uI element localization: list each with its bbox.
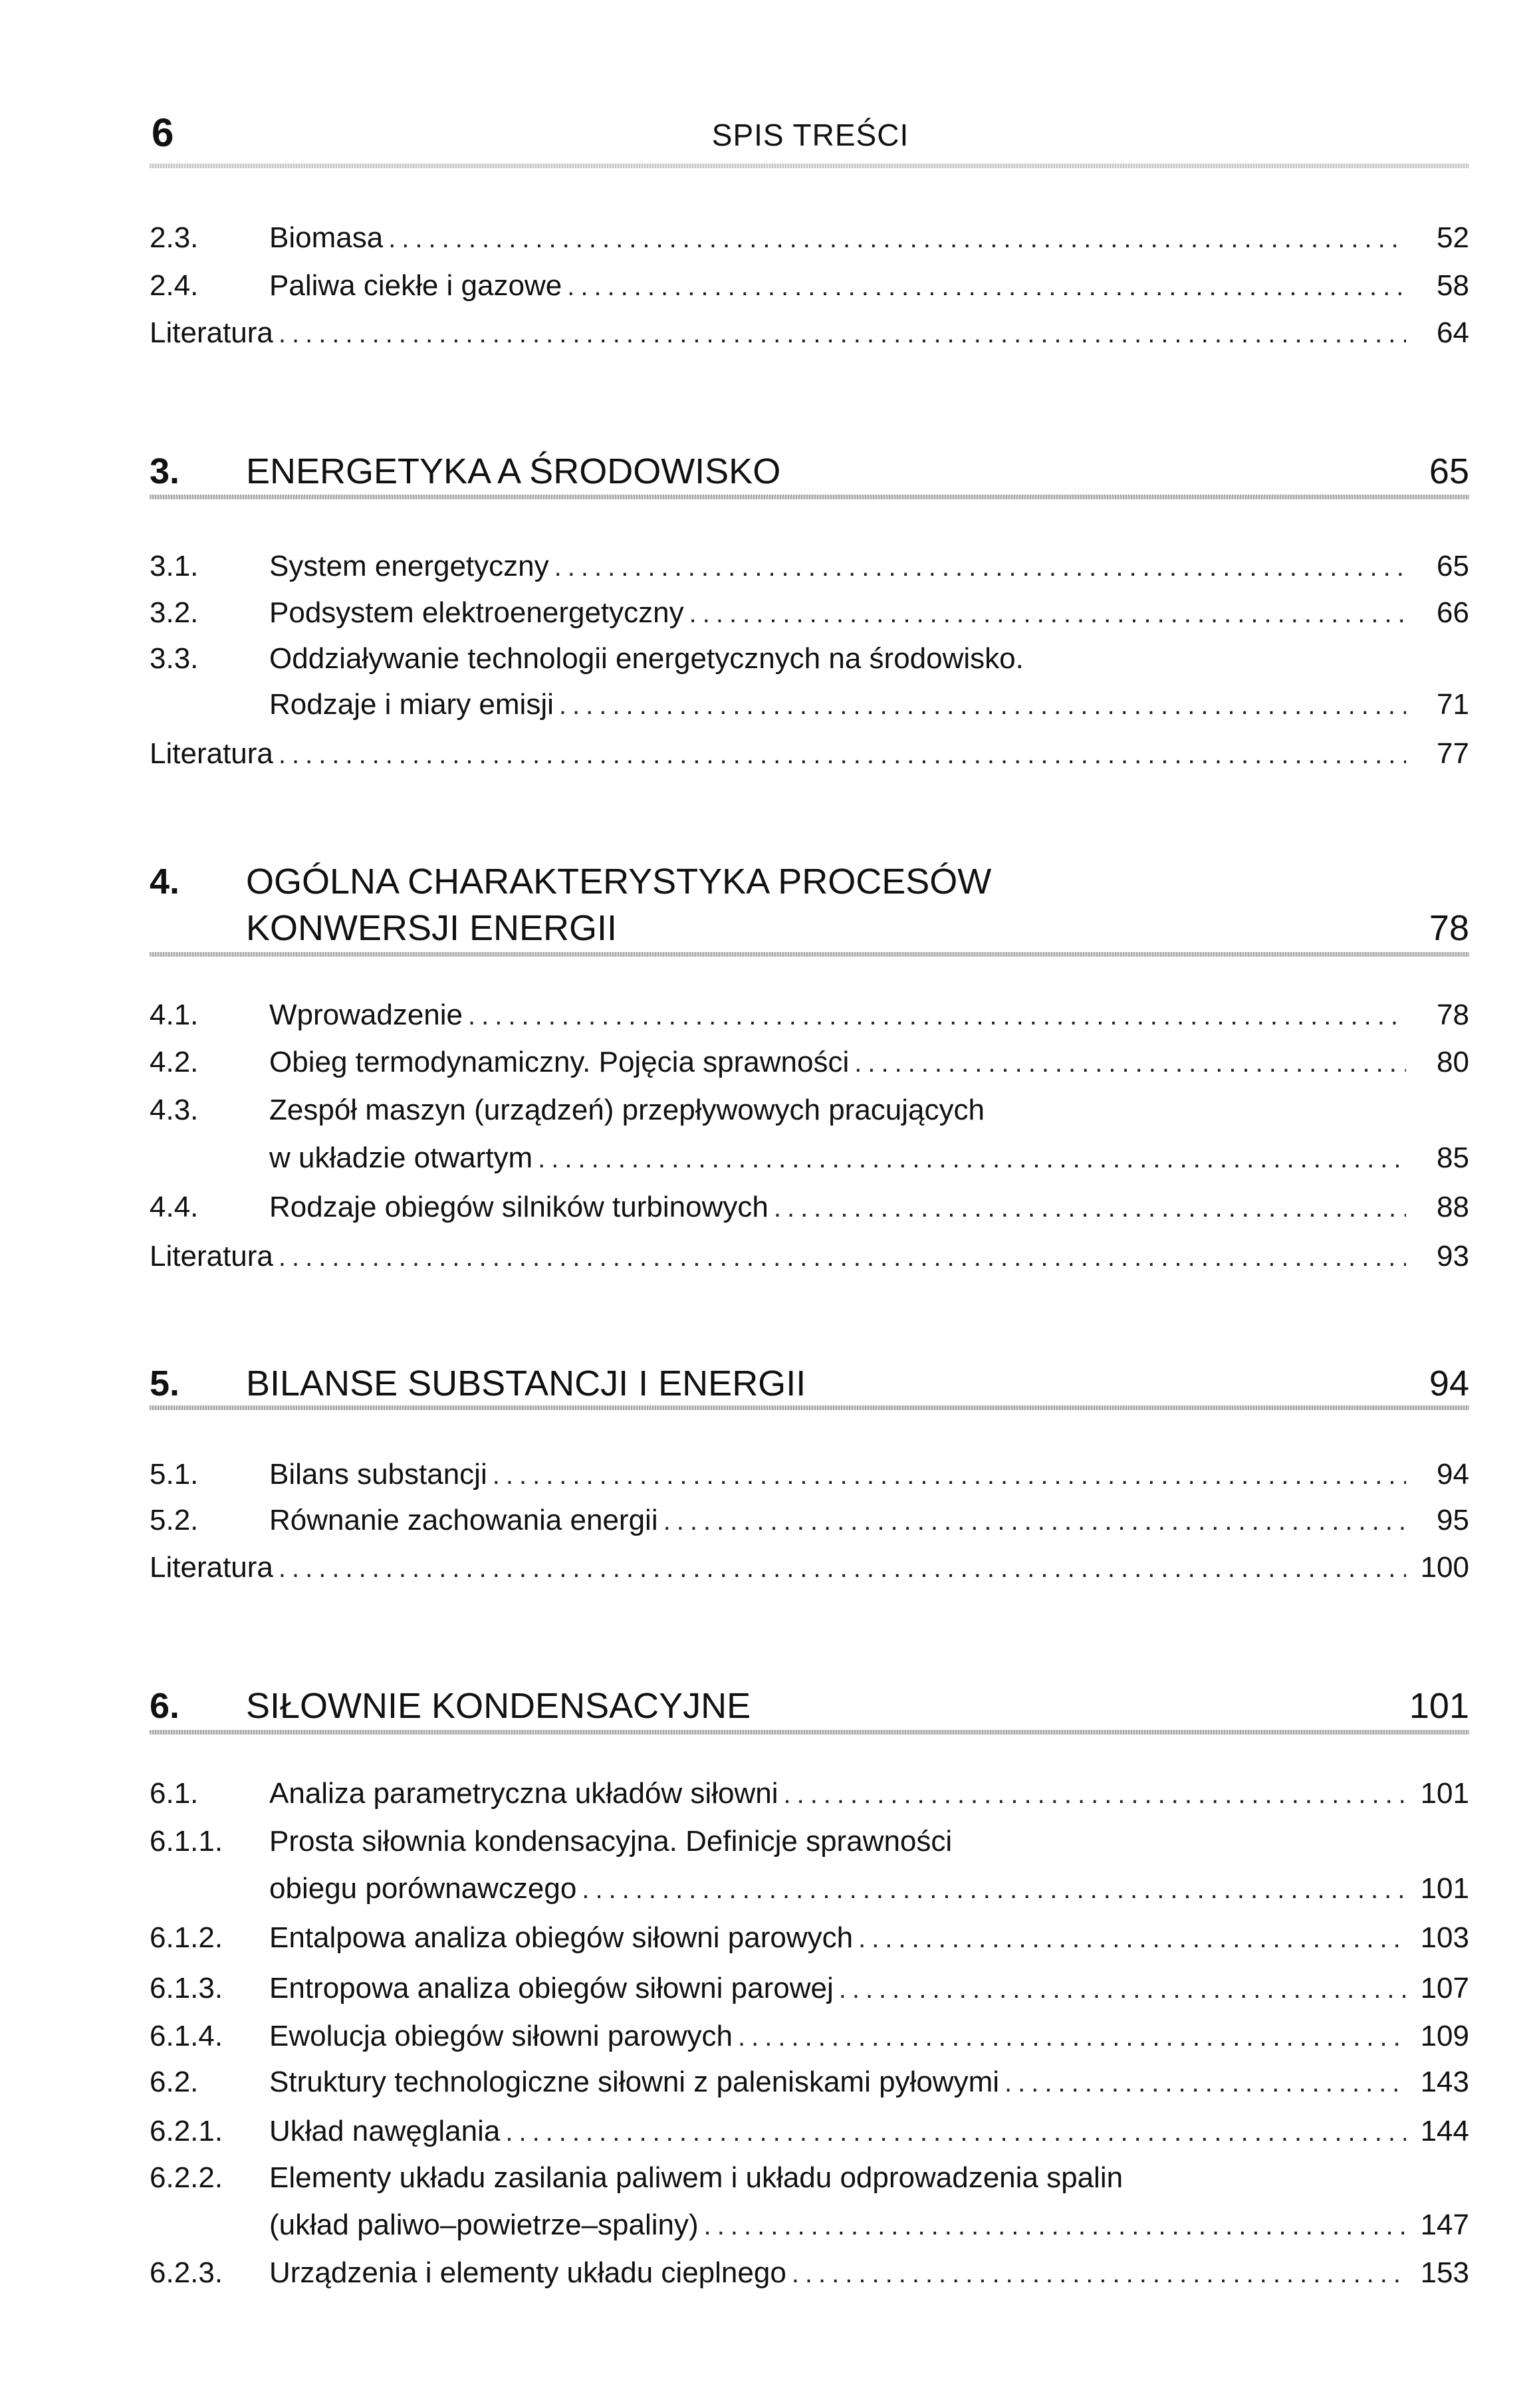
- entry-page: 78: [1437, 999, 1469, 1031]
- dot-leader: [582, 1869, 1406, 1909]
- entry-number: 6.1.2.: [150, 1921, 223, 1954]
- entry-title: Literatura: [150, 1237, 279, 1276]
- entry-number: 6.2.1.: [150, 2115, 223, 2147]
- dot-leader: [279, 735, 1406, 775]
- entry-page: 65: [1437, 550, 1469, 582]
- dot-leader: [567, 267, 1406, 306]
- entry-page: 88: [1437, 1191, 1469, 1223]
- entry-number: 5.1.: [150, 1458, 199, 1491]
- entry-number: 6.1.: [150, 1777, 199, 1810]
- chapter-rule: [150, 1730, 1469, 1735]
- dot-leader: [554, 547, 1406, 587]
- dot-leader: [505, 2112, 1406, 2152]
- entry-page: 80: [1437, 1046, 1469, 1078]
- entry-page: 153: [1420, 2256, 1469, 2289]
- page-header: [152, 110, 1469, 155]
- entry-page: 77: [1437, 737, 1469, 770]
- entry-page: 71: [1437, 688, 1469, 721]
- toc-entry[interactable]: [150, 1918, 1469, 1958]
- entry-page: 52: [1437, 221, 1469, 254]
- entry-number: 6.2.3.: [150, 2256, 223, 2289]
- toc-entry[interactable]: [150, 593, 1469, 633]
- chapter-rule: [150, 1405, 1469, 1410]
- entry-page: 100: [1420, 1551, 1469, 1584]
- running-title: SPIS TREŚCI: [711, 118, 909, 152]
- toc-entry-literatura[interactable]: [150, 1548, 1469, 1588]
- dot-leader: [774, 1188, 1406, 1228]
- chapter-heading[interactable]: [150, 1360, 1469, 1407]
- dot-leader: [538, 1139, 1406, 1179]
- dot-leader: [279, 1548, 1406, 1588]
- entry-number: 3.2.: [150, 596, 199, 629]
- dot-leader: [792, 2254, 1406, 2294]
- entry-title: Elementy układu zasilania paliwem i układu odprowadzenia spalin: [269, 2158, 1128, 2198]
- entry-page: 101: [1420, 1777, 1469, 1810]
- entry-number: 4.4.: [150, 1191, 199, 1223]
- chapter-number: 5.: [150, 1364, 180, 1403]
- toc-entry[interactable]: [150, 1822, 1469, 1862]
- dot-leader: [279, 1237, 1406, 1277]
- dot-leader: [858, 1919, 1406, 1959]
- toc-entry[interactable]: [150, 639, 1469, 679]
- toc-entry[interactable]: [150, 1969, 1469, 2008]
- chapter-page: 78: [1429, 908, 1469, 948]
- chapter-title: SIŁOWNIE KONDENSACYJNE: [246, 1686, 751, 1726]
- toc-entry-literatura[interactable]: [150, 1237, 1469, 1276]
- chapter-page: 94: [1429, 1364, 1469, 1403]
- toc-entry-continuation[interactable]: [150, 685, 1469, 725]
- entry-page: 147: [1420, 2209, 1469, 2241]
- entry-number: 4.3.: [150, 1094, 199, 1126]
- page-number: 6: [152, 110, 174, 155]
- entry-page: 85: [1437, 1142, 1469, 1174]
- entry-title: Oddziaływanie technologii energetycznych na środowisko.: [269, 639, 1029, 679]
- entry-title: Biomasa: [269, 218, 388, 258]
- chapter-title: OGÓLNA CHARAKTERYSTYKA PROCESÓW: [246, 862, 992, 902]
- entry-title: Rodzaje obiegów silników turbinowych: [269, 1187, 774, 1227]
- entry-number: 6.1.4.: [150, 2020, 223, 2052]
- entry-title: Zespół maszyn (urządzeń) przepływowych pracujących: [269, 1090, 990, 1130]
- toc-entry-continuation[interactable]: [150, 1869, 1469, 1909]
- entry-number: 6.1.1.: [150, 1825, 223, 1858]
- toc-entry[interactable]: [150, 2158, 1469, 2198]
- dot-leader: [1005, 2063, 1406, 2103]
- toc-entry[interactable]: [150, 2111, 1469, 2151]
- entry-title: Entalpowa analiza obiegów siłowni parowych: [269, 1918, 858, 1958]
- entry-title: Urządzenia i elementy układu cieplnego: [269, 2253, 792, 2293]
- toc-entry[interactable]: [150, 1042, 1469, 1082]
- entry-title: System energetyczny: [269, 546, 554, 586]
- toc-entry[interactable]: [150, 546, 1469, 586]
- entry-title: Układ nawęglania: [269, 2111, 505, 2151]
- chapter-number: 3.: [150, 451, 180, 491]
- toc-entry-continuation[interactable]: [150, 1138, 1469, 1178]
- entry-title: Podsystem elektroenergetyczny: [269, 593, 689, 633]
- entry-page: 94: [1437, 1458, 1469, 1491]
- entry-title: Bilans substancji: [269, 1455, 493, 1495]
- dot-leader: [738, 2017, 1406, 2057]
- entry-title: Obieg termodynamiczny. Pojęcia sprawności: [269, 1042, 854, 1082]
- entry-page: 64: [1437, 316, 1469, 349]
- dot-leader: [559, 685, 1406, 725]
- entry-number: 2.4.: [150, 269, 199, 302]
- entry-number: 6.2.: [150, 2066, 199, 2098]
- entry-title-continuation: (układ paliwo–powietrze–spaliny): [269, 2205, 704, 2245]
- entry-title: Literatura: [150, 734, 279, 774]
- toc-entry[interactable]: [150, 995, 1469, 1035]
- entry-number: 3.1.: [150, 550, 199, 582]
- entry-number: 6.1.3.: [150, 1972, 223, 2004]
- entry-number: 3.3.: [150, 642, 199, 675]
- chapter-rule: [150, 952, 1469, 957]
- entry-page: 103: [1420, 1921, 1469, 1954]
- entry-title: Analiza parametryczna układów siłowni: [269, 1774, 783, 1814]
- chapter-number: 4.: [150, 862, 180, 902]
- toc-entry[interactable]: [150, 2253, 1469, 2293]
- toc-entry[interactable]: [150, 1187, 1469, 1227]
- toc-entry-continuation[interactable]: [150, 2205, 1469, 2245]
- entry-title: Paliwa ciekłe i gazowe: [269, 266, 567, 306]
- toc-entry[interactable]: [150, 1090, 1469, 1130]
- entry-number: 6.2.2.: [150, 2161, 223, 2194]
- entry-title-continuation: w układzie otwartym: [269, 1138, 538, 1178]
- entry-page: 95: [1437, 1504, 1469, 1536]
- entry-page: 144: [1420, 2115, 1469, 2147]
- entry-title-continuation: obiegu porównawczego: [269, 1869, 582, 1909]
- toc-entry[interactable]: [150, 2062, 1469, 2102]
- chapter-heading[interactable]: [150, 1683, 1469, 1729]
- entry-page: 101: [1420, 1872, 1469, 1905]
- dot-leader: [663, 1501, 1406, 1541]
- entry-page: 58: [1437, 269, 1469, 302]
- entry-title: Entropowa analiza obiegów siłowni parowej: [269, 1969, 839, 2008]
- dot-leader: [839, 1969, 1406, 2009]
- entry-title: Literatura: [150, 1548, 279, 1588]
- entry-number: 5.2.: [150, 1504, 199, 1536]
- chapter-title-line2: KONWERSJI ENERGII: [246, 908, 618, 948]
- entry-title: Literatura: [150, 313, 279, 353]
- chapter-page: 101: [1409, 1686, 1469, 1726]
- chapter-title: BILANSE SUBSTANCJI I ENERGII: [246, 1364, 806, 1403]
- dot-leader: [388, 219, 1406, 259]
- dot-leader: [468, 996, 1406, 1036]
- entry-title-continuation: Rodzaje i miary emisji: [269, 685, 559, 725]
- entry-number: 2.3.: [150, 221, 199, 254]
- entry-title: Struktury technologiczne siłowni z paleniskami pyłowymi: [269, 2062, 1005, 2102]
- dot-leader: [689, 594, 1406, 634]
- dot-leader: [704, 2206, 1406, 2246]
- chapter-rule: [150, 495, 1469, 499]
- chapter-page: 65: [1429, 451, 1469, 491]
- chapter-heading[interactable]: [150, 858, 1469, 951]
- entry-page: 93: [1437, 1240, 1469, 1272]
- entry-number: 4.2.: [150, 1046, 199, 1078]
- toc-entry-literatura[interactable]: [150, 734, 1469, 774]
- entry-title: Prosta siłownia kondensacyjna. Definicje sprawności: [269, 1822, 957, 1862]
- chapter-number: 6.: [150, 1686, 180, 1726]
- toc-entry-literatura[interactable]: [150, 313, 1469, 353]
- entry-title: Ewolucja obiegów siłowni parowych: [269, 2016, 738, 2056]
- entry-page: 109: [1420, 2020, 1469, 2052]
- dot-leader: [493, 1455, 1406, 1495]
- entry-page: 143: [1420, 2066, 1469, 2098]
- dot-leader: [279, 314, 1406, 354]
- entry-title: Wprowadzenie: [269, 995, 468, 1035]
- dot-leader: [854, 1043, 1406, 1083]
- entry-page: 66: [1437, 596, 1469, 629]
- toc-entry[interactable]: [150, 266, 1469, 306]
- entry-title: Równanie zachowania energii: [269, 1501, 663, 1540]
- entry-page: 107: [1420, 1972, 1469, 2004]
- toc-entry[interactable]: [150, 1501, 1469, 1540]
- entry-number: 4.1.: [150, 999, 199, 1031]
- header-rule: [150, 164, 1469, 168]
- dot-leader: [783, 1774, 1406, 1814]
- toc-entry[interactable]: [150, 1455, 1469, 1495]
- chapter-title: ENERGETYKA A ŚRODOWISKO: [246, 451, 781, 491]
- chapter-heading[interactable]: [150, 448, 1469, 495]
- toc-entry[interactable]: [150, 218, 1469, 258]
- toc-entry[interactable]: [150, 1774, 1469, 1814]
- toc-entry[interactable]: [150, 2016, 1469, 2056]
